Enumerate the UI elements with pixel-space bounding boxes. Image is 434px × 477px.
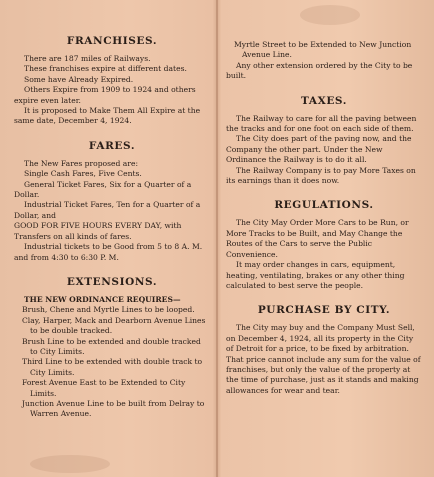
extension-item: Brush Line to be extended and double tracked to City Limits. [22, 336, 201, 356]
regulations-section [226, 198, 422, 291]
fares-line: GOOD FOR FIVE HOURS EVERY DAY, with Transfers on all kinds of fares. [14, 221, 182, 241]
taxes-heading: TAXES. [301, 94, 347, 107]
fares-heading: FARES. [88, 139, 136, 152]
extensions-section [14, 275, 210, 420]
left-page [14, 0, 210, 420]
taxes-paragraph: The Railway to care for all the paving between the tracks and for one foot on each side of them. [226, 113, 417, 134]
taxes-paragraph: The City does part of the paving now, and the Company the other part. Under the New Ordinance the Railway is to do it all. [226, 134, 412, 165]
extension-item: Brush, Chene and Myrtle Lines to be looped. [22, 305, 195, 315]
franchises-line: It is proposed to Make Them All Expire at the same date, December 4, 1924. [14, 106, 201, 126]
fares-line: General Ticket Fares, Six for a Quarter of a Dollar. [14, 179, 192, 200]
taxes-section [226, 94, 422, 187]
regulations-paragraph: The City May Order More Cars to be Run, or More Tracks to be Built, and May Change the Routes of the Cars to serve the Public Convenience. [226, 218, 409, 259]
paper-stain [30, 455, 110, 473]
extension-item: Forest Avenue East to be Extended to City Limits. [22, 378, 186, 398]
fares-line: Industrial Ticket Fares, Ten for a Quarter of a Dollar, and [14, 200, 201, 220]
extension-item: Junction Avenue Line to be built from Delray to Warren Avenue. [22, 398, 205, 419]
right-page [226, 0, 422, 396]
franchises-line: There are 187 miles of Railways. [24, 54, 151, 63]
extension-item: Clay, Harper, Mack and Dearborn Avenue Lines to be double tracked. [22, 315, 206, 336]
franchises-line: Others Expire from 1909 to 1924 and others expire even later. [14, 85, 196, 105]
regulations-heading: REGULATIONS. [274, 199, 374, 212]
purchase-paragraph: The City may buy and the Company Must Sell, on December 4, 1924, all its property in the City of Detroit for a price, to be fixed by arbitration. That price cannot include any sum for the value of franchises, but only the value of the property at the time of purchase, just as it stands and making allowances for wear and tear. [226, 323, 421, 395]
extension-item: Any other extension ordered by the City to be built. [226, 60, 413, 81]
franchises-heading: FRANCHISES. [66, 35, 158, 47]
purchase-heading: PURCHASE BY CITY. [257, 304, 391, 317]
extensions-heading: EXTENSIONS. [66, 275, 158, 288]
extension-item: Third Line to be extended with double track to City Limits. [22, 357, 203, 377]
franchises-line: These franchises expire at different dates. [24, 64, 187, 74]
franchises-section [14, 34, 210, 127]
regulations-paragraph: It may order changes in cars, equipment, heating, ventilating, brakes or any other thing calculated to best serve the people. [226, 260, 405, 290]
fares-line: Single Cash Fares, Five Cents. [24, 169, 142, 179]
extension-item: Myrtle Street to be Extended to New Junction Avenue Line. [234, 40, 412, 60]
fares-line: Industrial tickets to be Good from 5 to 8 A. M. and from 4:30 to 6:30 P. M. [14, 242, 203, 262]
center-fold [216, 0, 218, 477]
extensions-intro: THE NEW ORDINANCE REQUIRES— [24, 294, 181, 304]
franchises-line: Some have Already Expired. [24, 74, 134, 84]
purchase-section [226, 303, 422, 396]
fares-section [14, 139, 210, 263]
extensions-continued [226, 40, 422, 82]
taxes-paragraph: The Railway Company is to pay More Taxes on its earnings than it does now. [226, 165, 416, 186]
fares-line: The New Fares proposed are: [24, 158, 139, 168]
